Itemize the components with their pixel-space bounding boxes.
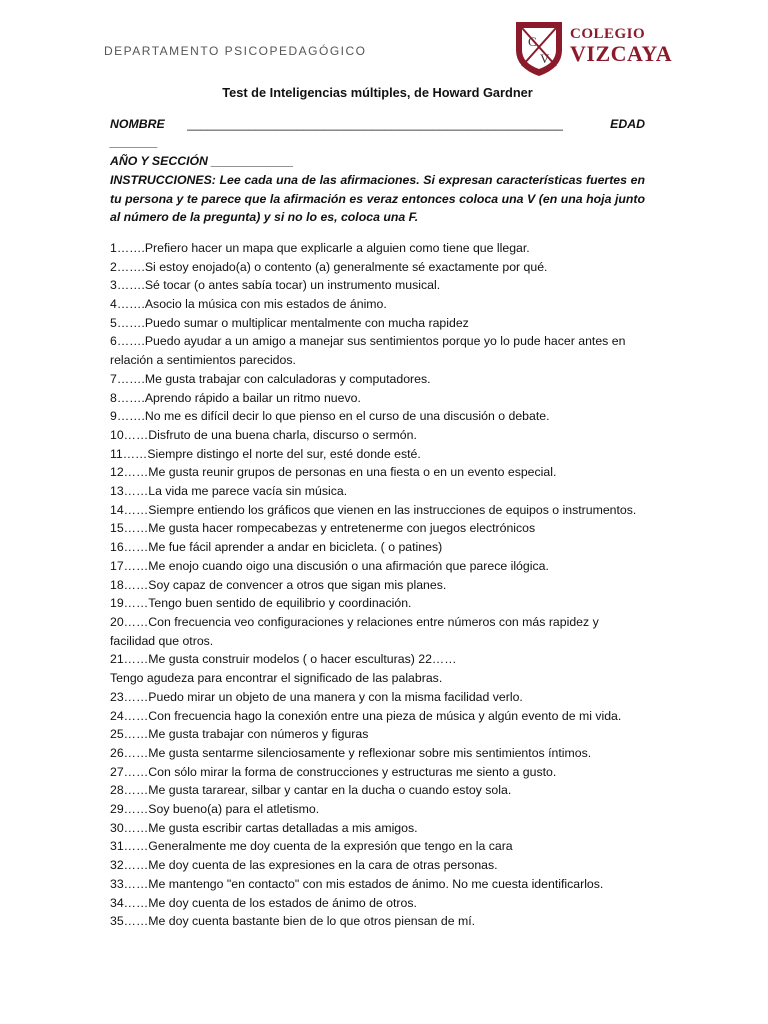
list-item: 18……Soy capaz de convencer a otros que sigan mis planes.	[110, 577, 447, 592]
list-item: 25……Me gusta trabajar con números y figuras	[110, 727, 369, 742]
document-body	[110, 84, 645, 931]
list-item: 20……Con frecuencia veo configuraciones y relaciones entre números con más rapidez y facilidad que otros.	[110, 614, 599, 648]
list-item: 21……Me gusta construir modelos ( o hacer esculturas) 22……	[110, 652, 457, 667]
list-item: 35……Me doy cuenta bastante bien de lo que otros piensan de mí.	[110, 914, 476, 929]
question-list	[110, 239, 645, 931]
list-item: 16……Me fue fácil aprender a andar en bicicleta. ( o patines)	[110, 540, 443, 555]
document-title: Test de Inteligencias múltiples, de Howard Gardner	[222, 85, 533, 100]
list-item: 34……Me doy cuenta de los estados de ánimo de otros.	[110, 895, 417, 910]
list-item: 31……Generalmente me doy cuenta de la expresión que tengo en la cara	[110, 839, 513, 854]
list-item: 15……Me gusta hacer rompecabezas y entretenerme con juegos electrónicos	[110, 521, 536, 536]
school-logo	[512, 18, 682, 78]
year-section-field: AÑO Y SECCIÓN ____________	[110, 154, 294, 169]
list-item: 26……Me gusta sentarme silenciosamente y reflexionar sobre mis sentimientos íntimos.	[110, 745, 592, 760]
list-item: 29……Soy bueno(a) para el atletismo.	[110, 802, 320, 817]
list-item: 23……Puedo mirar un objeto de una manera y con la misma facilidad verlo.	[110, 689, 523, 704]
list-item: 2…….Si estoy enojado(a) o contento (a) generalmente sé exactamente por qué.	[110, 259, 548, 274]
list-item: 17……Me enojo cuando oigo una discusión o una afirmación que parece ilógica.	[110, 558, 549, 573]
shield-icon	[512, 18, 566, 78]
logo-text-colegio: COLEGIO	[570, 26, 646, 42]
list-item: 10……Disfruto de una buena charla, discurso o sermón.	[110, 427, 417, 442]
name-label: NOMBRE	[110, 116, 165, 131]
list-item: 12……Me gusta reunir grupos de personas en una fiesta o en un evento especial.	[110, 465, 557, 480]
list-item: 1…….Prefiero hacer un mapa que explicarle a alguien como tiene que llegar.	[110, 240, 530, 255]
list-item: 28……Me gusta tararear, silbar y cantar en la ducha o cuando estoy sola.	[110, 783, 512, 798]
list-item: 6…….Puedo ayudar a un amigo a manejar sus sentimientos porque yo lo pude hacer antes en relación a sentimientos parecidos.	[110, 334, 626, 368]
list-item: 32……Me doy cuenta de las expresiones en la cara de otras personas.	[110, 858, 498, 873]
list-item: 8…….Aprendo rápido a bailar un ritmo nuevo.	[110, 390, 361, 405]
age-blank-line: _______	[110, 135, 158, 150]
svg-text:C: C	[528, 34, 537, 49]
list-item: 3…….Sé tocar (o antes sabía tocar) un instrumento musical.	[110, 278, 441, 293]
list-item: 27……Con sólo mirar la forma de construcciones y estructuras me siento a gusto.	[110, 764, 557, 779]
list-item: 11……Siempre distingo el norte del sur, esté donde esté.	[110, 446, 421, 461]
list-item: 5…….Puedo sumar o multiplicar mentalmente con mucha rapidez	[110, 315, 469, 330]
name-row	[110, 115, 645, 134]
department-header: DEPARTAMENTO PSICOPEDAGÓGICO	[104, 44, 367, 58]
name-blank-line: _______________________________________________________	[186, 116, 563, 131]
svg-text:V: V	[540, 51, 550, 66]
list-item: 19……Tengo buen sentido de equilibrio y coordinación.	[110, 596, 412, 611]
logo-text-vizcaya: VIZCAYA	[570, 41, 673, 66]
list-item: Tengo agudeza para encontrar el significado de las palabras.	[110, 671, 443, 686]
list-item: 9…….No me es difícil decir lo que pienso en el curso de una discusión o debate.	[110, 409, 550, 424]
list-item: 7…….Me gusta trabajar con calculadoras y computadores.	[110, 371, 431, 386]
list-item: 30……Me gusta escribir cartas detalladas a mis amigos.	[110, 820, 418, 835]
instructions: INSTRUCCIONES: Lee cada una de las afirmaciones. Si expresan características fuertes en tu persona y te parece que la afirmación es veraz entonces coloca una V (en una hoja junto al número de la pregunta) y si no lo es, coloca una F.	[110, 172, 645, 225]
list-item: 13……La vida me parece vacía sin música.	[110, 484, 348, 499]
list-item: 4…….Asocio la música con mis estados de ánimo.	[110, 297, 387, 312]
age-label: EDAD	[610, 116, 645, 131]
list-item: 24……Con frecuencia hago la conexión entre una pieza de música y algún evento de mi vida.	[110, 708, 622, 723]
list-item: 33……Me mantengo "en contacto" con mis estados de ánimo. No me cuesta identificarlos.	[110, 876, 604, 891]
list-item: 14……Siempre entiendo los gráficos que vienen en las instrucciones de equipos o instrumentos.	[110, 502, 637, 517]
